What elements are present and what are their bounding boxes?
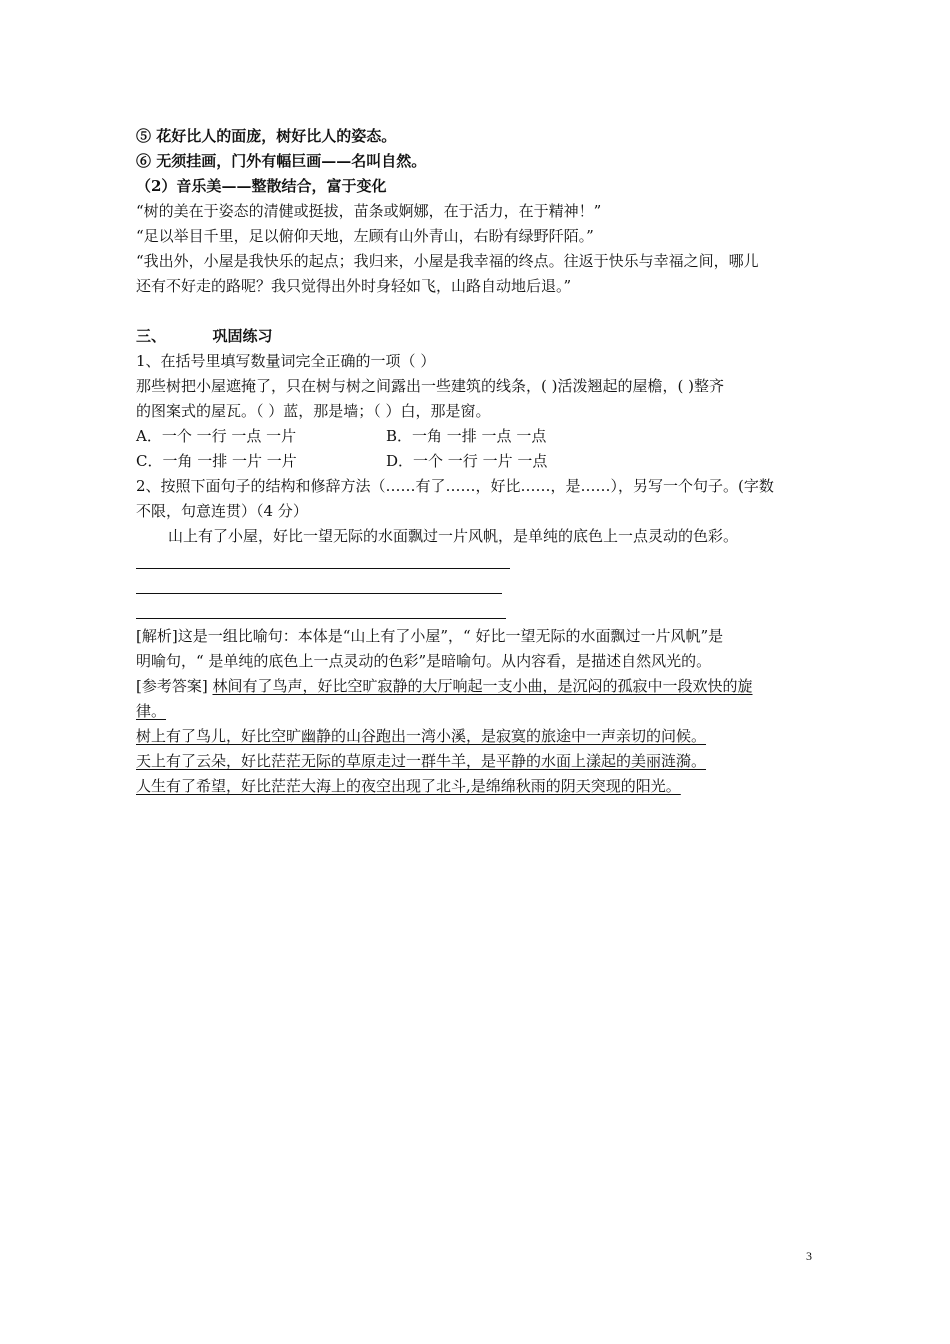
answer-sentence-1: 林间有了鸟声，好比空旷寂静的大厅响起一支小曲，是沉闷的孤寂中一段欢快的旋 bbox=[212, 677, 753, 695]
quote-line-3: “我出外，小屋是我快乐的起点；我归来，小屋是我幸福的终点。往返于快乐与幸福之间，哪儿 bbox=[136, 252, 759, 270]
option-b: B．一角 一排 一点 一点 bbox=[386, 427, 547, 445]
answer-label: [参考答案] bbox=[136, 677, 208, 695]
section-number: 三、 bbox=[136, 327, 167, 345]
quote-line-2: “足以举目千里，足以俯仰天地，左顾有山外青山，右盼有绿野阡陌。” bbox=[136, 227, 594, 245]
analysis-line-2: 明喻句，“ 是单纯的底色上一点灵动的色彩”是暗喻句。从内容看，是描述自然风光的。 bbox=[136, 652, 712, 670]
page-number: 3 bbox=[806, 1249, 812, 1263]
subsection-heading: （2）音乐美——整散结合，富于变化 bbox=[136, 177, 387, 195]
answer-sentence-4: 人生有了希望，好比茫茫大海上的夜空出现了北斗,是绵绵秋雨的阴天突现的阳光。 bbox=[136, 777, 681, 795]
answer-blank-line-2[interactable] bbox=[136, 593, 502, 594]
answer-blank-line-3[interactable] bbox=[136, 618, 506, 619]
quote-line-1: “树的美在于姿态的清健或挺拔，苗条或婀娜，在于活力，在于精神！” bbox=[136, 202, 602, 220]
section-heading bbox=[136, 326, 273, 346]
question-2-stem: 2、按照下面句子的结构和修辞方法（……有了……，好比……，是……），另写一个句子。(字数 bbox=[136, 477, 774, 495]
analysis-line-1: [解析]这是一组比喻句：本体是“山上有了小屋”，“ 好比一望无际的水面飘过一片风帆”是 bbox=[136, 627, 724, 645]
question-1-stem: 1、在括号里填写数量词完全正确的一项（ ） bbox=[136, 352, 436, 370]
quote-line-3-cont: 还有不好走的路呢？我只觉得出外时身轻如飞，山路自动地后退。” bbox=[136, 277, 572, 295]
item-5-line: ⑤ 花好比人的面庞，树好比人的姿态。 bbox=[136, 127, 397, 145]
answer-blank-line-1[interactable] bbox=[136, 568, 510, 569]
answer-sentence-2: 树上有了鸟儿，好比空旷幽静的山谷跑出一湾小溪，是寂寞的旅途中一声亲切的问候。 bbox=[136, 727, 707, 745]
answer-line-1 bbox=[136, 676, 753, 696]
question-1-text-2: 的图案式的屋瓦。（ ）蓝，那是墙；（ ）白，那是窗。 bbox=[136, 402, 491, 420]
answer-sentence-3: 天上有了云朵，好比茫茫无际的草原走过一群牛羊，是平静的水面上漾起的美丽涟漪。 bbox=[136, 752, 707, 770]
example-sentence: 山上有了小屋，好比一望无际的水面飘过一片风帆，是单纯的底色上一点灵动的色彩。 bbox=[168, 527, 739, 545]
item-6-line: ⑥ 无须挂画，门外有幅巨画——名叫自然。 bbox=[136, 152, 427, 170]
section-title: 巩固练习 bbox=[212, 327, 273, 345]
option-a: A．一个 一行 一点 一片 bbox=[136, 427, 297, 445]
question-1-text-1: 那些树把小屋遮掩了，只在树与树之间露出一些建筑的线条，( )活泼翘起的屋檐，( )整齐 bbox=[136, 377, 724, 395]
answer-sentence-1-cont: 律。 bbox=[136, 702, 167, 720]
question-2-stem-cont: 不限，句意连贯）（4 分） bbox=[136, 502, 308, 520]
option-d: D．一个 一行 一片 一点 bbox=[386, 452, 548, 470]
option-c: C．一角 一排 一片 一片 bbox=[136, 452, 297, 470]
